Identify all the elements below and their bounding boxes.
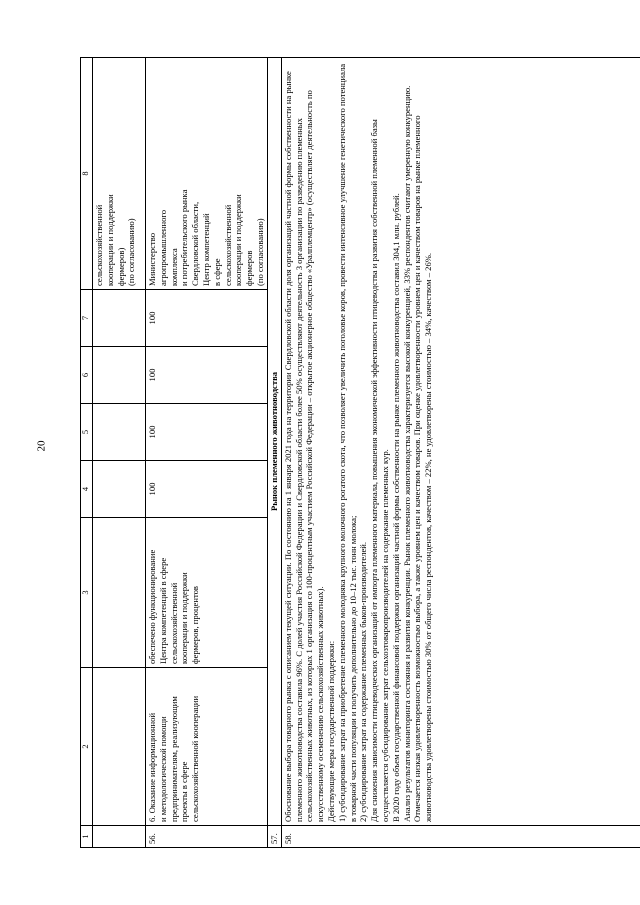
table-row-57: [267, 58, 281, 848]
paragraph: Действующие меры государственной поддержки:: [325, 640, 336, 822]
column-header: 6: [81, 347, 93, 404]
measure-cell: 6. Оказание информационной и методологической помощи предпринимателям, реализующим проекты в сфере сельскохозяйственной кооперации: [146, 668, 268, 826]
paragraph: 1) субсидирование затрат на приобретение племенного молодняка крупного молочного рогатого скота, что позволяет увеличить поголовье коров, провести интенсивное улучшение генетического потенциала в товарной части популяции и получить дополнительно до 10–12 тыс. тонн молока;: [336, 63, 358, 822]
column-header: 8: [81, 58, 93, 290]
column-header: 2: [81, 668, 93, 826]
market-description-cell: [281, 58, 640, 826]
responsible-cell: Министерство агропромышленного комплекса и потребительского рынка Свердловской области, Центр компетенций в сфере сельскохозяйственной кооперации и поддержки фермеров (по согласованию): [146, 58, 268, 290]
table-row-continuation: [93, 58, 146, 848]
responsible-cell: сельскохозяйственной кооперации и поддержки фермеров) (по согласованию): [93, 58, 146, 290]
measures-table: [80, 57, 640, 848]
table-header-row: [81, 58, 93, 848]
paragraph: 2) субсидирование затрат на содержание племенных быков-производителей.: [358, 541, 369, 822]
paragraph: В 2020 году объем государственной финансовой поддержки организаций частной формы собственности на рынке племенного животноводства составил 304,1 млн. рублей.: [390, 193, 401, 822]
value-cell: 100: [146, 461, 268, 518]
table-row-56: [146, 58, 268, 848]
table-row-58: [281, 58, 640, 848]
column-header: 1: [81, 826, 93, 848]
section-title: Рынок племенного животноводства: [267, 58, 281, 826]
paragraph: Анализ результатов мониторинга состояния и развития конкуренции. Рынок племенного животноводства характеризуется высокой конкуренцией, 33% респондентов считают умеренную конкуренцию. Отмечается низкая удовлетворенность возможностью выбора, а также уровнем цен и качеством товаров. При оценке удовлетворенности уровнем цен и качеством товаров на рынке племенного животноводства удовлетворены стоимостью 30% от общего числа респондентов, качеством – 22%, не удовлетворены стоимостью – 34%, качеством – 26%.: [401, 85, 434, 822]
page-number: 20: [35, 440, 48, 452]
rotated-table-container: [80, 58, 640, 848]
row-number: 56.: [146, 826, 268, 848]
paragraph: Для снижения зависимости птицеводческих организаций от импорта племенного материала, повышения экономической эффективности птицеводства и развития собственной племенной базы осуществляется субсидирование затрат сельхозтоваропроизводителей на содержание племенных кур.: [369, 119, 390, 822]
value-cell: 100: [146, 404, 268, 461]
paragraph: Обоснование выбора товарного рынка с описанием текущей ситуации. По состоянию на 1 января 2021 года на территории Свердловской области доля организаций частной формы собственности на рынке племенного животноводства составила 96%. С долей участия Российской Федерации и Свердловской области более 50% осуществляют деятельность 3 организации по разведению племенных сельскохозяйственных животных, из которых 1 организация со 100-процентным участием Российской Федерации – открытое акционерное общество «Уралплемцентр» (осуществляет деятельность по искусственному осеменению сельскохозяйственных животных).: [282, 71, 326, 822]
column-header: 5: [81, 404, 93, 461]
value-cell: 100: [146, 290, 268, 347]
row-number: 58.: [281, 826, 640, 848]
indicator-cell: обеспечено функционирование Центра компетенций в сфере сельскохозяйственной кооперации и поддержки фермеров, процентов: [146, 518, 268, 668]
row-number: 57.: [267, 826, 281, 848]
value-cell: 100: [146, 347, 268, 404]
column-header: 3: [81, 518, 93, 668]
column-header: 4: [81, 461, 93, 518]
column-header: 7: [81, 290, 93, 347]
